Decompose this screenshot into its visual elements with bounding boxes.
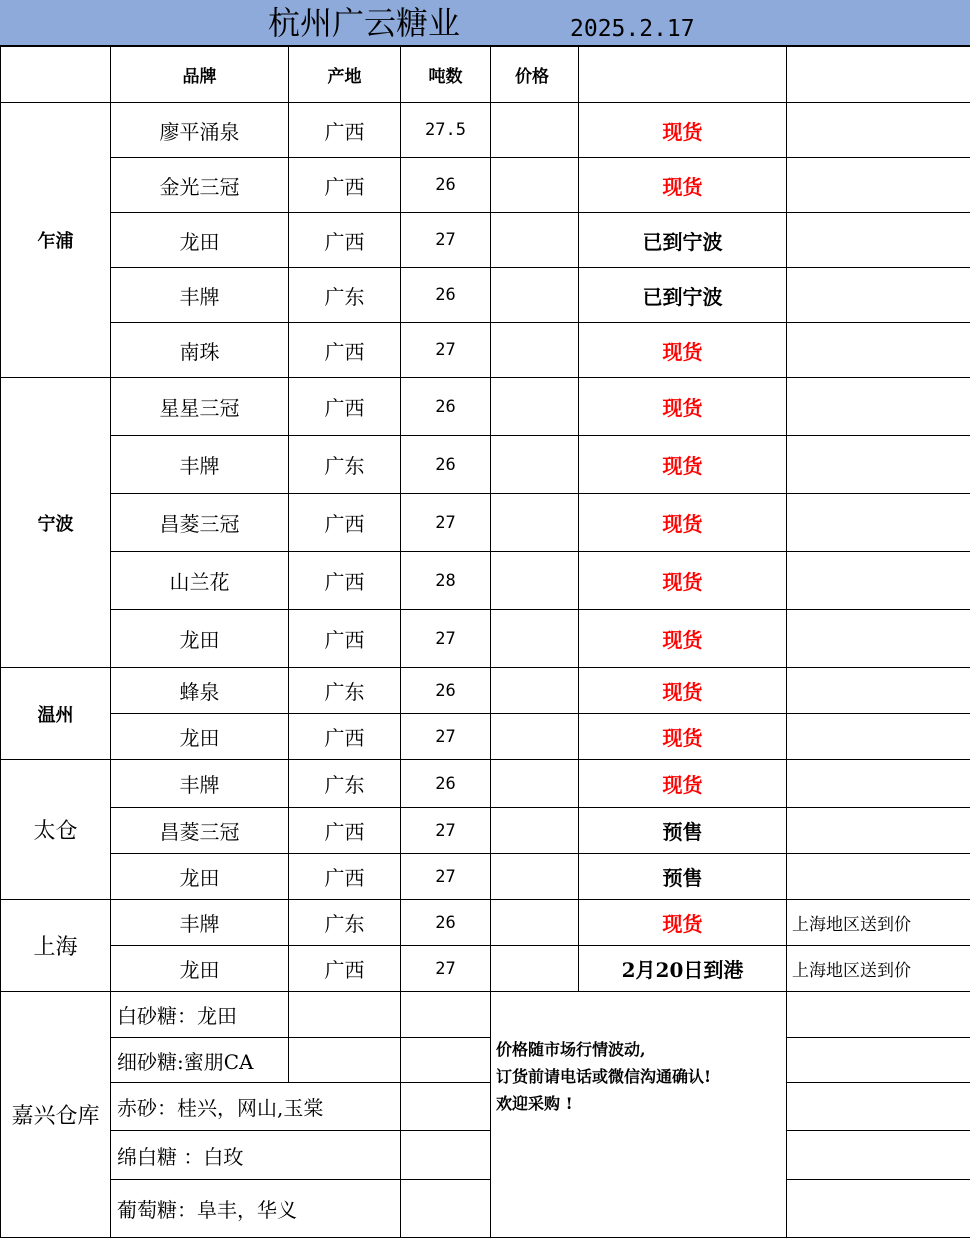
location-ningbo: 宁波 [1, 378, 111, 668]
note-cell [787, 323, 970, 378]
note-cell [787, 268, 970, 323]
location-taicang: 太仓 [1, 760, 111, 900]
status-cell: 已到宁波 [579, 268, 787, 323]
price-cell [491, 552, 579, 610]
header-location-cell [1, 47, 111, 103]
price-cell [491, 268, 579, 323]
status-cell: 现货 [579, 494, 787, 552]
notice-line: 欢迎采购 ! [496, 1094, 573, 1113]
status-cell: 现货 [579, 668, 787, 714]
price-cell [491, 668, 579, 714]
jiaxing-blank [401, 992, 491, 1038]
note-cell [787, 494, 970, 552]
location-shanghai: 上海 [1, 900, 111, 992]
jiaxing-row [1, 992, 970, 1038]
origin-cell: 广西 [289, 946, 401, 992]
status-cell: 现货 [579, 552, 787, 610]
brand-cell: 龙田 [111, 946, 289, 992]
origin-cell: 广东 [289, 760, 401, 808]
origin-cell: 广西 [289, 610, 401, 668]
header-status-cell [579, 47, 787, 103]
note-cell [787, 378, 970, 436]
tons-cell: 27 [401, 854, 491, 900]
brand-cell: 金光三冠 [111, 158, 289, 213]
price-cell [491, 714, 579, 760]
tons-cell: 27 [401, 494, 491, 552]
status-cell: 已到宁波 [579, 213, 787, 268]
location-wenzhou: 温州 [1, 668, 111, 760]
jiaxing-row [1, 1180, 970, 1238]
product-row [1, 552, 970, 610]
header-tons: 吨数 [401, 47, 491, 103]
note-cell [787, 103, 970, 158]
price-cell [491, 436, 579, 494]
price-cell [491, 854, 579, 900]
price-cell [491, 323, 579, 378]
note-cell [787, 610, 970, 668]
product-row [1, 213, 970, 268]
jiaxing-blank [289, 1038, 401, 1083]
brand-cell: 丰牌 [111, 900, 289, 946]
brand-cell: 丰牌 [111, 760, 289, 808]
tons-cell: 27.5 [401, 103, 491, 158]
tons-cell: 26 [401, 268, 491, 323]
note-cell [787, 213, 970, 268]
tons-cell: 26 [401, 760, 491, 808]
product-row [1, 808, 970, 854]
tons-cell: 27 [401, 808, 491, 854]
origin-cell: 广东 [289, 900, 401, 946]
header-row [1, 47, 970, 103]
brand-cell: 昌菱三冠 [111, 494, 289, 552]
price-cell [491, 103, 579, 158]
product-row [1, 946, 970, 992]
origin-cell: 广西 [289, 494, 401, 552]
notice-line: 价格随市场行情波动, [496, 1040, 646, 1059]
price-cell [491, 158, 579, 213]
jiaxing-blank [401, 1131, 491, 1180]
product-row [1, 900, 970, 946]
status-cell: 预售 [579, 808, 787, 854]
product-row [1, 668, 970, 714]
brand-cell: 南珠 [111, 323, 289, 378]
price-cell [491, 808, 579, 854]
jiaxing-blank [289, 992, 401, 1038]
note-cell [787, 714, 970, 760]
status-cell: 现货 [579, 103, 787, 158]
origin-cell: 广东 [289, 668, 401, 714]
brand-cell: 龙田 [111, 610, 289, 668]
note-cell [787, 552, 970, 610]
jiaxing-row [1, 1083, 970, 1131]
jiaxing-item: 白砂糖：龙田 [111, 992, 289, 1038]
tons-cell: 26 [401, 668, 491, 714]
brand-cell: 龙田 [111, 854, 289, 900]
origin-cell: 广西 [289, 714, 401, 760]
tons-cell: 26 [401, 378, 491, 436]
jiaxing-row [1, 1131, 970, 1180]
status-cell: 现货 [579, 436, 787, 494]
product-row [1, 854, 970, 900]
notice-text [496, 1036, 786, 1117]
brand-cell: 昌菱三冠 [111, 808, 289, 854]
origin-cell: 广西 [289, 158, 401, 213]
brand-cell: 山兰花 [111, 552, 289, 610]
jiaxing-blank [401, 1180, 491, 1238]
product-row [1, 378, 970, 436]
status-cell: 现货 [579, 323, 787, 378]
price-cell [491, 900, 579, 946]
tons-cell: 27 [401, 714, 491, 760]
jiaxing-blank [401, 1083, 491, 1131]
product-row [1, 158, 970, 213]
tons-cell: 27 [401, 323, 491, 378]
jiaxing-item: 绵白糖 ：白玫 [111, 1131, 401, 1180]
note-cell: 上海地区送到价 [787, 946, 970, 992]
tons-cell: 27 [401, 610, 491, 668]
brand-cell: 星星三冠 [111, 378, 289, 436]
origin-cell: 广西 [289, 323, 401, 378]
brand-cell: 廖平涌泉 [111, 103, 289, 158]
product-row [1, 436, 970, 494]
product-row [1, 103, 970, 158]
note-cell [787, 158, 970, 213]
note-cell [787, 1038, 970, 1083]
status-cell: 现货 [579, 714, 787, 760]
location-jiaxing: 嘉兴仓库 [1, 992, 111, 1238]
tons-cell: 26 [401, 900, 491, 946]
jiaxing-blank [401, 1038, 491, 1083]
header-note-cell [787, 47, 970, 103]
status-cell: 现货 [579, 900, 787, 946]
header-origin: 产地 [289, 47, 401, 103]
brand-cell: 龙田 [111, 213, 289, 268]
note-cell [787, 1131, 970, 1180]
origin-cell: 广东 [289, 268, 401, 323]
note-cell [787, 668, 970, 714]
price-table [0, 46, 970, 1238]
title-bar [0, 0, 970, 46]
price-cell [491, 760, 579, 808]
product-row [1, 268, 970, 323]
origin-cell: 广西 [289, 854, 401, 900]
company-title: 杭州广云糖业 [268, 4, 461, 42]
origin-cell: 广西 [289, 378, 401, 436]
price-notice [491, 992, 787, 1238]
price-cell [491, 610, 579, 668]
origin-cell: 广东 [289, 436, 401, 494]
jiaxing-item: 葡萄糖：阜丰，华义 [111, 1180, 401, 1238]
tons-cell: 27 [401, 946, 491, 992]
product-row [1, 610, 970, 668]
tons-cell: 28 [401, 552, 491, 610]
price-date: 2025.2.17 [570, 16, 695, 42]
status-cell: 现货 [579, 158, 787, 213]
note-cell [787, 992, 970, 1038]
note-cell [787, 808, 970, 854]
note-cell [787, 854, 970, 900]
tons-cell: 27 [401, 213, 491, 268]
product-row [1, 323, 970, 378]
price-cell [491, 494, 579, 552]
product-row [1, 714, 970, 760]
note-cell [787, 1180, 970, 1238]
notice-line: 订货前请电话或微信沟通确认! [496, 1067, 712, 1086]
note-cell [787, 760, 970, 808]
product-row [1, 494, 970, 552]
status-cell: 预售 [579, 854, 787, 900]
jiaxing-item: 细砂糖:蜜朋CA [111, 1038, 289, 1083]
status-cell: 现货 [579, 760, 787, 808]
status-cell: 2月20日到港 [579, 946, 787, 992]
brand-cell: 蜂泉 [111, 668, 289, 714]
price-cell [491, 378, 579, 436]
origin-cell: 广西 [289, 808, 401, 854]
tons-cell: 26 [401, 158, 491, 213]
note-cell [787, 436, 970, 494]
note-cell [787, 1083, 970, 1131]
price-table-body [1, 47, 970, 1238]
location-zhapu: 乍浦 [1, 103, 111, 378]
tons-cell: 26 [401, 436, 491, 494]
header-price: 价格 [491, 47, 579, 103]
note-cell: 上海地区送到价 [787, 900, 970, 946]
status-cell: 现货 [579, 378, 787, 436]
brand-cell: 龙田 [111, 714, 289, 760]
price-cell [491, 213, 579, 268]
brand-cell: 丰牌 [111, 268, 289, 323]
header-brand: 品牌 [111, 47, 289, 103]
status-cell: 现货 [579, 610, 787, 668]
jiaxing-item: 赤砂：桂兴，网山,玉棠 [111, 1083, 401, 1131]
jiaxing-row [1, 1038, 970, 1083]
origin-cell: 广西 [289, 552, 401, 610]
origin-cell: 广西 [289, 103, 401, 158]
brand-cell: 丰牌 [111, 436, 289, 494]
product-row [1, 760, 970, 808]
price-cell [491, 946, 579, 992]
origin-cell: 广西 [289, 213, 401, 268]
